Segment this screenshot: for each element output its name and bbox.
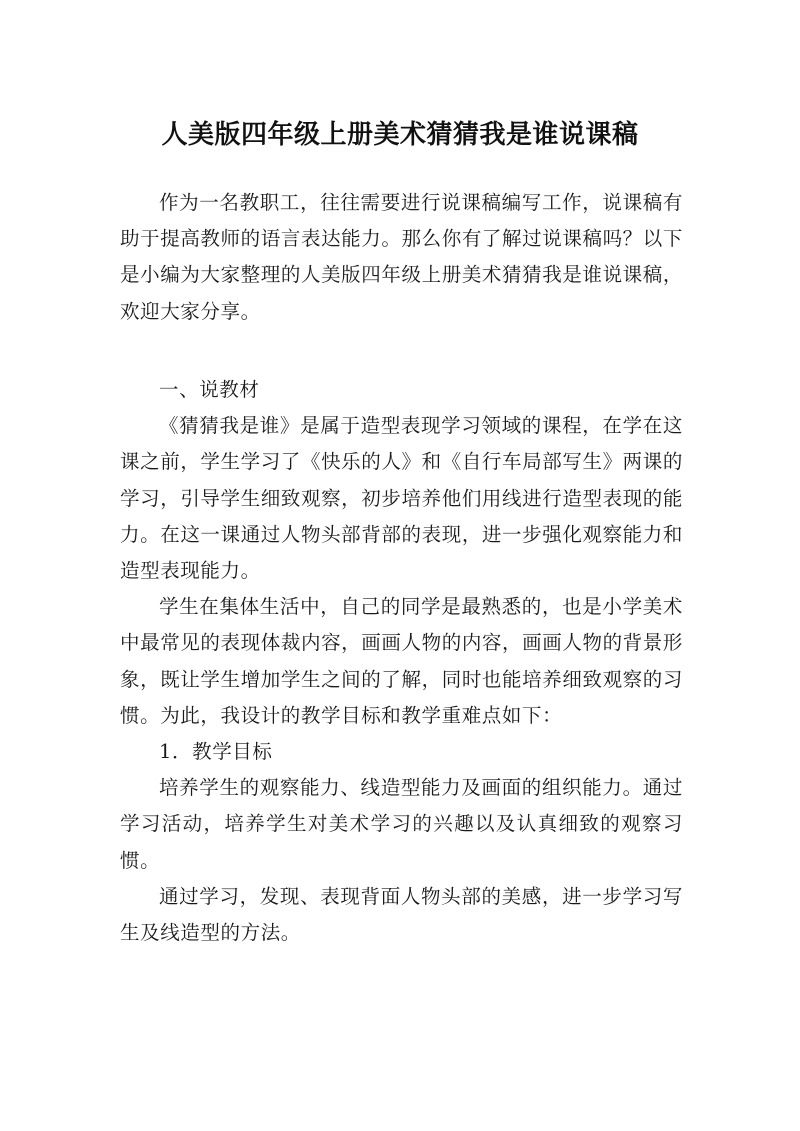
paragraph-goal-method: 通过学习，发现、表现背面人物头部的美感，进一步学习写生及线造型的方法。 (120, 884, 683, 945)
paragraph-student-context: 学生在集体生活中，自己的同学是最熟悉的，也是小学美术中最常见的表现体裁内容，画画人物的内容，画画人物的背景形象，既让学生增加学生之间的了解，同时也能培养细致观察的习惯。为此，我设计的教学目标和教学重难点如下： (120, 595, 683, 727)
section-teaching-material (120, 372, 683, 951)
section-heading: 一、说教材 (159, 378, 260, 401)
document-title: 人美版四年级上册美术猜猜我是谁说课稿 (161, 120, 639, 151)
paragraph-goal-ability: 培养学生的观察能力、线造型能力及画面的组织能力。通过学习活动，培养学生对美术学习的兴趣以及认真细致的观察习惯。 (120, 776, 683, 872)
intro-paragraph: 作为一名教职工，往往需要进行说课稿编写工作，说课稿有助于提高教师的语言表达能力。那么你有了解过说课稿吗？以下是小编为大家整理的人美版四年级上册美术猜猜我是谁说课稿，欢迎大家分享。 (120, 191, 683, 323)
intro-block (120, 185, 683, 330)
sub-heading-teaching-goals: 1．教学目标 (159, 740, 273, 764)
paragraph-course-overview: 《猜猜我是谁》是属于造型表现学习领域的课程，在学在这课之前，学生学习了《快乐的人》和《自行车局部写生》两课的学习，引导学生细致观察，初步培养他们用线进行造型表现的能力。在这一课通过人物头部背部的表现，进一步强化观察能力和造型表现能力。 (120, 414, 683, 583)
